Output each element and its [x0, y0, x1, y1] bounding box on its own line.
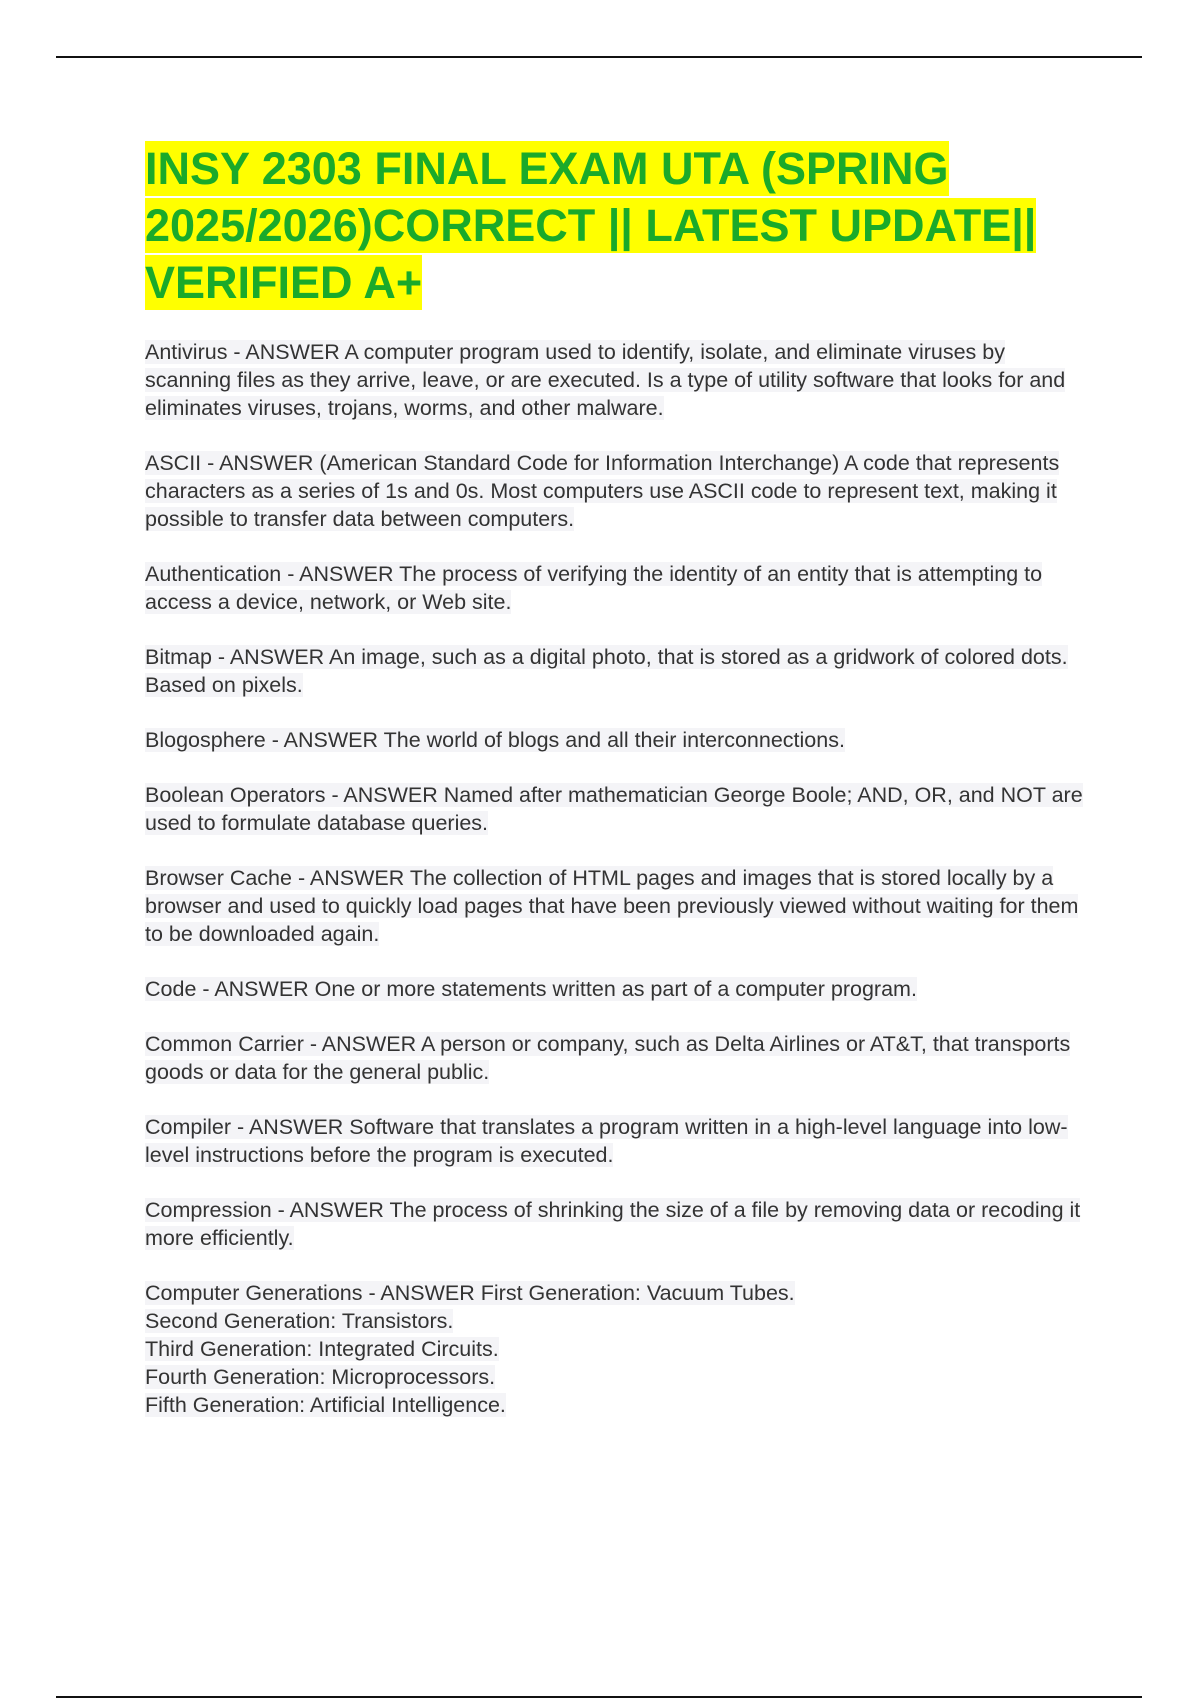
top-rule	[56, 56, 1142, 58]
entry-computer-generations	[145, 1279, 1095, 1419]
entry-text: Authentication - ANSWER The process of verifying the identity of an entity that is attempting to access a device, network, or Web site.	[145, 562, 1043, 614]
entry-authentication	[145, 560, 1095, 616]
entry-text: Boolean Operators - ANSWER Named after mathematician George Boole; AND, OR, and NOT are used to formulate database queries.	[145, 783, 1083, 835]
entry-compression	[145, 1196, 1095, 1252]
entry-text: Browser Cache - ANSWER The collection of HTML pages and images that is stored locally by a browser and used to quickly load pages that have been previously viewed without waiting for them to be downloaded again.	[145, 866, 1079, 946]
generations-line-text: Fifth Generation: Artificial Intelligence.	[145, 1393, 506, 1417]
generations-line-text: Computer Generations - ANSWER First Generation: Vacuum Tubes.	[145, 1281, 795, 1305]
document-title	[145, 140, 1045, 311]
bottom-rule	[56, 1696, 1142, 1698]
generations-line-5	[145, 1391, 1095, 1419]
generations-line-text: Fourth Generation: Microprocessors.	[145, 1365, 496, 1389]
generations-line-1	[145, 1279, 1095, 1307]
entry-boolean-operators	[145, 781, 1095, 837]
entry-text: Code - ANSWER One or more statements written as part of a computer program.	[145, 977, 917, 1001]
generations-line-2	[145, 1307, 1095, 1335]
entry-bitmap	[145, 643, 1095, 699]
entry-code	[145, 975, 1095, 1003]
entry-text: Antivirus - ANSWER A computer program used to identify, isolate, and eliminate viruses by scanning files as they arrive, leave, or are executed. Is a type of utility software that looks for and eliminates viruses, trojans, worms, and other malware.	[145, 340, 1066, 420]
entry-text: Blogosphere - ANSWER The world of blogs and all their interconnections.	[145, 728, 845, 752]
entry-ascii	[145, 449, 1095, 533]
generations-line-text: Second Generation: Transistors.	[145, 1309, 454, 1333]
flashcard-list	[145, 338, 1095, 1446]
entry-common-carrier	[145, 1030, 1095, 1086]
entry-text: Compiler - ANSWER Software that translates a program written in a high-level language into low-level instructions before the program is executed.	[145, 1115, 1068, 1167]
entry-browser-cache	[145, 864, 1095, 948]
entry-text: Compression - ANSWER The process of shrinking the size of a file by removing data or recoding it more efficiently.	[145, 1198, 1081, 1250]
generations-line-3	[145, 1335, 1095, 1363]
entry-antivirus	[145, 338, 1095, 422]
entry-compiler	[145, 1113, 1095, 1169]
entry-text: ASCII - ANSWER (American Standard Code for Information Interchange) A code that represents characters as a series of 1s and 0s. Most computers use ASCII code to represent text, making it possible to transfer data between computers.	[145, 451, 1060, 531]
document-title-text: INSY 2303 FINAL EXAM UTA (SPRING 2025/2026)CORRECT || LATEST UPDATE|| VERIFIED A+	[145, 143, 1037, 308]
entry-text: Common Carrier - ANSWER A person or company, such as Delta Airlines or AT&T, that transports goods or data for the general public.	[145, 1032, 1071, 1084]
generations-line-4	[145, 1363, 1095, 1391]
entry-blogosphere	[145, 726, 1095, 754]
generations-line-text: Third Generation: Integrated Circuits.	[145, 1337, 499, 1361]
entry-text: Bitmap - ANSWER An image, such as a digital photo, that is stored as a gridwork of colored dots. Based on pixels.	[145, 645, 1068, 697]
